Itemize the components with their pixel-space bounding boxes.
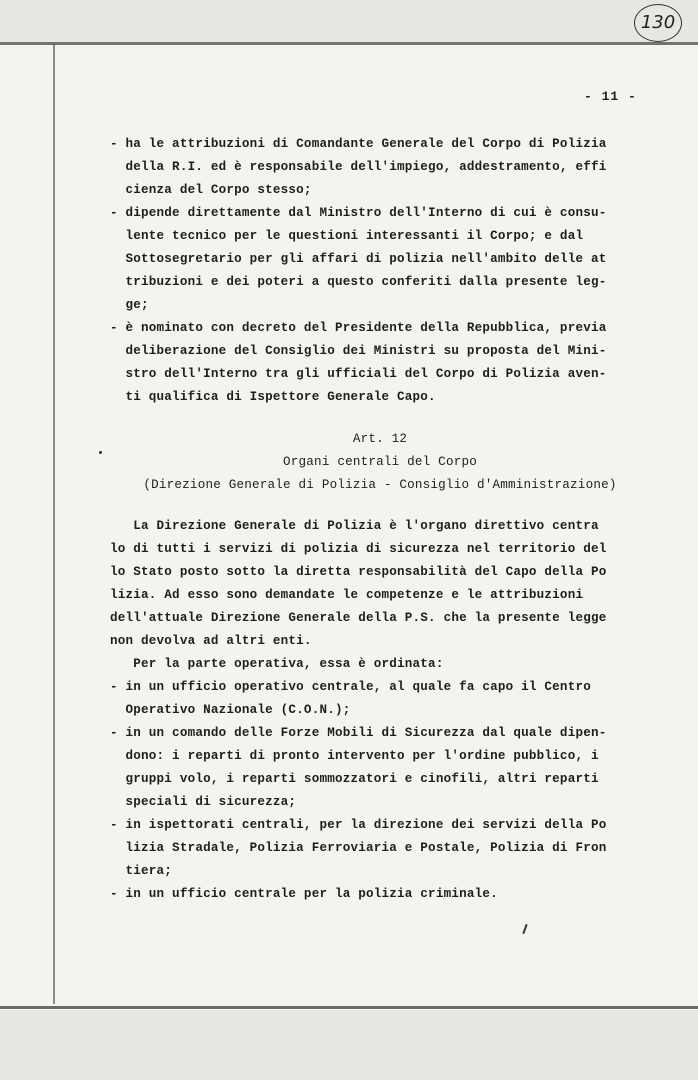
- text-line: ti qualifica di Ispettore Generale Capo.: [110, 390, 436, 404]
- left-margin-line: [53, 44, 55, 1004]
- text-line: - in un ufficio centrale per la polizia criminale.: [110, 887, 498, 901]
- text-line: La Direzione Generale di Polizia è l'organo direttivo centra: [110, 519, 599, 533]
- text-line: Operativo Nazionale (C.O.N.);: [110, 703, 351, 717]
- paragraph-block-1: [110, 133, 670, 409]
- text-line: Per la parte operativa, essa è ordinata:: [110, 657, 444, 671]
- text-line: - ha le attribuzioni di Comandante Generale del Corpo di Polizia: [110, 137, 607, 151]
- article-number: Art. 12: [352, 432, 408, 446]
- text-line: stro dell'Interno tra gli ufficiali del Corpo di Polizia aven-: [110, 367, 607, 381]
- text-line: della R.I. ed è responsabile dell'impiego, addestramento, effi: [110, 160, 607, 174]
- bottom-margin-band: [0, 1010, 698, 1080]
- text-line: ge;: [110, 298, 149, 312]
- top-rule-line: [0, 42, 698, 45]
- text-line: dono: i reparti di pronto intervento per l'ordine pubblico, i: [110, 749, 599, 763]
- text-line: speciali di sicurezza;: [110, 795, 297, 809]
- text-line: - è nominato con decreto del Presidente della Repubblica, previa: [110, 321, 607, 335]
- text-line: lo Stato posto sotto la diretta responsabilità del Capo della Po: [110, 565, 607, 579]
- text-line: cienza del Corpo stesso;: [110, 183, 312, 197]
- text-line: tribuzioni e dei poteri a questo conferiti dalla presente leg-: [110, 275, 607, 289]
- text-line: lente tecnico per le questioni interessanti il Corpo; e dal: [110, 229, 584, 243]
- paragraph-block-2: [110, 515, 670, 906]
- page-number: - 11 -: [584, 89, 637, 104]
- text-line: non devolva ad altri enti.: [110, 634, 312, 648]
- text-line: tiera;: [110, 864, 173, 878]
- article-title: Organi centrali del Corpo: [283, 455, 477, 469]
- text-line: - in un ufficio operativo centrale, al quale fa capo il Centro: [110, 680, 591, 694]
- text-line: lizia. Ad esso sono demandate le competenze e le attribuzioni: [110, 588, 584, 602]
- page-stamp: 130: [634, 4, 682, 42]
- text-line: Sottosegretario per gli affari di polizia nell'ambito delle at: [110, 252, 607, 266]
- article-subtitle: (Direzione Generale di Polizia - Consiglio d'Amministrazione): [143, 478, 617, 492]
- ink-dot: [99, 451, 102, 454]
- bottom-rule-line: [0, 1006, 698, 1009]
- ink-mark: [522, 924, 527, 934]
- text-line: deliberazione del Consiglio dei Ministri su proposta del Mini-: [110, 344, 607, 358]
- text-line: lo di tutti i servizi di polizia di sicurezza nel territorio del: [110, 542, 607, 556]
- text-line: lizia Stradale, Polizia Ferroviaria e Postale, Polizia di Fron: [110, 841, 607, 855]
- text-line: - dipende direttamente dal Ministro dell'Interno di cui è consu-: [110, 206, 607, 220]
- article-heading: [100, 428, 660, 497]
- top-margin-band: [0, 0, 698, 44]
- text-line: - in ispettorati centrali, per la direzione dei servizi della Po: [110, 818, 607, 832]
- text-line: - in un comando delle Forze Mobili di Sicurezza dal quale dipen-: [110, 726, 607, 740]
- text-line: dell'attuale Direzione Generale della P.S. che la presente legge: [110, 611, 607, 625]
- text-line: gruppi volo, i reparti sommozzatori e cinofili, altri reparti: [110, 772, 599, 786]
